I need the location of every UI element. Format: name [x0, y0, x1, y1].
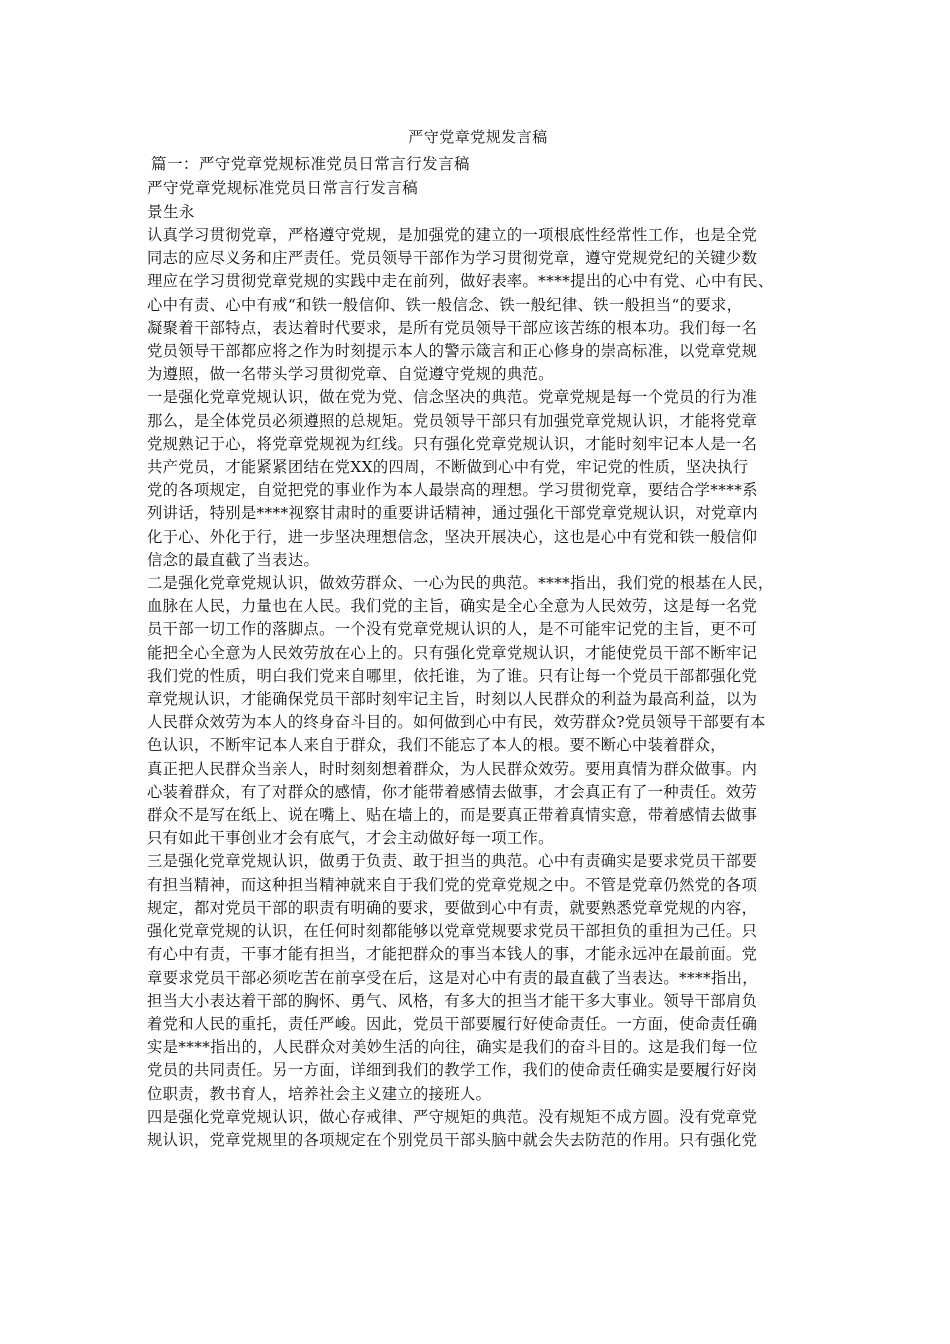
- document-subtitle: 严守党章党规标准党员日常言行发言稿: [147, 179, 419, 197]
- body-line: 党规熟记于心，将党章党规视为红线。只有强化党章党规认识，才能时刻牢记本人是一名: [147, 434, 758, 453]
- body-line: 规定，都对党员干部的职责有明确的要求，要做到心中有责，就要熟悉党章党规的内容，: [147, 898, 758, 917]
- document-page: [147, 126, 809, 1152]
- document-title: 严守党章党规发言稿: [408, 128, 548, 146]
- body-line: 党的各项规定，自觉把党的事业作为本人最崇高的理想。学习贯彻党章，要结合学****系: [147, 481, 758, 500]
- body-line: 人民群众效劳为本人的终身奋斗目的。如何做到心中有民，效劳群众?党员领导干部要有本: [147, 713, 766, 732]
- section-heading: 篇一：严守党章党规标准党员日常言行发言稿: [151, 155, 470, 173]
- body-line: 规认识，党章党规里的各项规定在个别党员干部头脑中就会失去防范的作用。只有强化党: [147, 1130, 758, 1149]
- body-line: 章要求党员干部必须吃苦在前享受在后，这是对心中有责的最直截了当表达。****指出，: [147, 968, 758, 987]
- body-line: 党员的共同责任。另一方面，详细到我们的教学工作，我们的使命责任确实是要履行好岗: [147, 1061, 758, 1080]
- body-line: 二是强化党章党规认识，做效劳群众、一心为民的典范。****指出，我们党的根基在人民，: [147, 574, 774, 593]
- body-line: 血脉在人民，力量也在人民。我们党的主旨，确实是全心全意为人民效劳，这是每一名党: [147, 597, 758, 616]
- document-body: [147, 224, 809, 1152]
- body-line: 强化党章党规的认识，在任何时刻都能够以党章党规要求党员干部担负的重担为己任。只: [147, 922, 758, 941]
- body-line: 着党和人民的重托，责任严峻。因此，党员干部要履行好使命责任。一方面，使命责任确: [147, 1014, 758, 1033]
- body-line: 化于心、外化于行，进一步坚决理想信念，坚决开展决心，这也是心中有党和铁一般信仰: [147, 527, 758, 546]
- body-line: 那么，是全体党员必须遵照的总规矩。党员领导干部只有加强党章党规认识，才能将党章: [147, 411, 758, 430]
- body-line: 能把全心全意为人民效劳放在心上的。只有强化党章党规认识，才能使党员干部不断牢记: [147, 643, 758, 662]
- body-line: 心中有责、心中有戒“和铁一般信仰、铁一般信念、铁一般纪律、铁一般担当“的要求，: [147, 295, 743, 314]
- body-line: 有担当精神，而这种担当精神就来自于我们党的党章党规之中。不管是党章仍然党的各项: [147, 875, 758, 894]
- body-line: 为遵照，做一名带头学习贯彻党章、自觉遵守党规的典范。: [147, 365, 554, 384]
- body-line: 实是****指出的，人民群众对美妙生活的向往，确实是我们的奋斗目的。这是我们每一位: [147, 1038, 758, 1057]
- body-line: 群众不是写在纸上、说在嘴上、贴在墙上的，而是要真正带着真情实意，带着感情去做事: [147, 806, 758, 825]
- body-line: 列讲话，特别是****视察甘肃时的重要讲话精神，通过强化干部党章党规认识，对党章内: [147, 504, 758, 523]
- body-line: 三是强化党章党规认识，做勇于负责、敢于担当的典范。心中有责确实是要求党员干部要: [147, 852, 758, 871]
- body-line: 同志的应尽义务和庄严责任。党员领导干部作为学习贯彻党章，遵守党规党纪的关键少数: [147, 249, 758, 268]
- document-author: 景生永: [147, 203, 195, 221]
- body-line: 有心中有责，干事才能有担当，才能把群众的事当本钱人的事，才能永远冲在最前面。党: [147, 945, 758, 964]
- body-line: 色认识，不断牢记本人来自于群众，我们不能忘了本人的根。要不断心中装着群众，: [147, 736, 726, 755]
- body-line: 共产党员，才能紧紧团结在党XX的四周，不断做到心中有党，牢记党的性质，坚决执行: [147, 458, 749, 477]
- body-line: 位职责，教书育人，培养社会主义建立的接班人。: [147, 1084, 492, 1103]
- body-line: 员干部一切工作的落脚点。一个没有党章党规认识的人，是不可能牢记党的主旨，更不可: [147, 620, 758, 639]
- body-line: 凝聚着干部特点，表达着时代要求，是所有党员领导干部应该苦练的根本功。我们每一名: [147, 318, 758, 337]
- body-line: 我们党的性质，明白我们党来自哪里，依托谁，为了谁。只有让每一个党员干部都强化党: [147, 666, 758, 685]
- body-line: 理应在学习贯彻党章党规的实践中走在前列，做好表率。****提出的心中有党、心中有民、: [147, 272, 774, 291]
- body-line: 一是强化党章党规认识，做在党为党、信念坚决的典范。党章党规是每一个党员的行为准: [147, 388, 758, 407]
- body-line: 党员领导干部都应将之作为时刻提示本人的警示箴言和正心修身的崇高标准，以党章党规: [147, 342, 758, 361]
- body-line: 认真学习贯彻党章，严格遵守党规，是加强党的建立的一项根底性经常性工作，也是全党: [147, 226, 758, 244]
- body-line: 章党规认识，才能确保党员干部时刻牢记主旨，时刻以人民群众的利益为最高利益，以为: [147, 690, 758, 709]
- body-line: 担当大小表达着干部的胸怀、勇气、风格，有多大的担当才能干多大事业。领导干部肩负: [147, 991, 758, 1010]
- body-line: 信念的最直截了当表达。: [147, 550, 320, 569]
- body-line: 四是强化党章党规认识，做心存戒律、严守规矩的典范。没有规矩不成方圆。没有党章党: [147, 1107, 758, 1126]
- body-line: 只有如此干事创业才会有底气，才会主动做好每一项工作。: [147, 829, 554, 848]
- body-line: 真正把人民群众当亲人，时时刻刻想着群众，为人民群众效劳。要用真情为群众做事。内: [147, 759, 758, 778]
- body-line: 心装着群众，有了对群众的感情，你才能带着感情去做事，才会真正有了一种责任。效劳: [147, 782, 758, 801]
